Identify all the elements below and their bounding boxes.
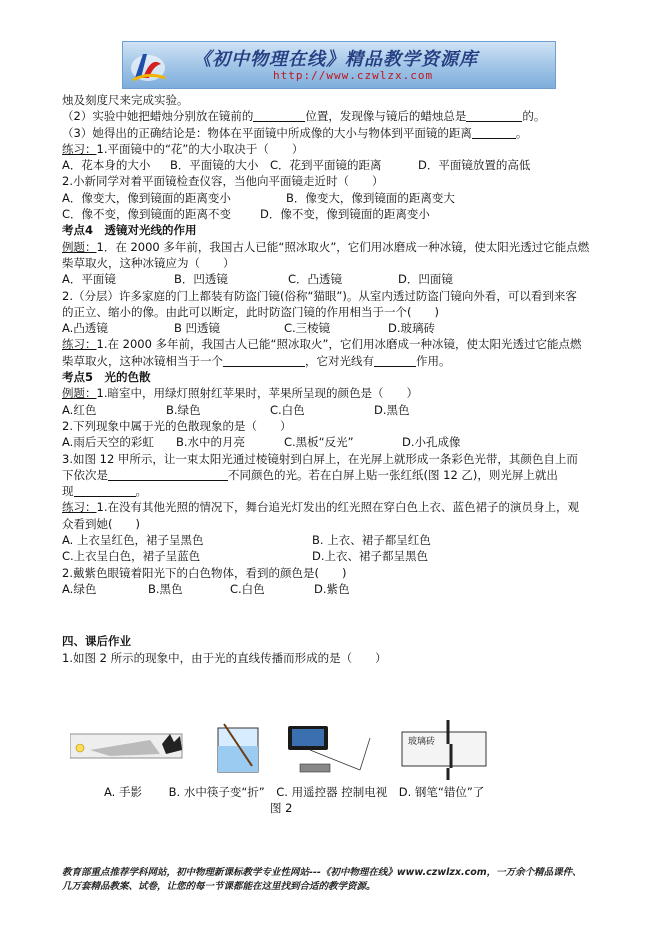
text-line: 众看到她( )	[62, 516, 140, 531]
section-heading-5: 考点5 光的色散	[62, 370, 151, 385]
options-row: A. 上衣呈红色，裙子呈黑色 B. 上衣、裙子都呈红色	[62, 533, 431, 548]
figure-2-illustrations	[70, 720, 490, 780]
options-row: A．花本身的大小 B．平面镜的大小 C．花到平面镜的距离 D．平面镜放置的高低	[62, 158, 531, 173]
figure-label: 图 2	[270, 801, 293, 815]
options-row: A．像变大，像到镜面的距离变小 B．像变大，像到镜面的距离变大	[62, 190, 455, 205]
example-5-3: 3.如图 12 甲所示，让一束太阳光通过棱镜射到白屏上，在光屏上就形成一条彩色光带，其颜色自上而	[62, 451, 578, 466]
remote-control-tv-figure	[288, 726, 370, 772]
question-practice-1: 练习：1.平面镜中的“花”的大小取决于（ ）	[62, 141, 304, 156]
site-logo-icon	[129, 46, 167, 84]
options-row: A.绿色 B.黑色 C.白色 D.紫色	[62, 581, 350, 596]
header-banner	[122, 41, 556, 89]
footer-line: 几万套精品教案、试卷，让您的每一节课都能在这里找到合适的教学资源。	[62, 881, 376, 892]
options-row: A.凸透镜 B 凹透镜 C.三棱镜 D.玻璃砖	[62, 321, 436, 336]
options-row: C.上衣呈白色，裙子呈蓝色 D.上衣、裙子都呈黑色	[62, 549, 429, 564]
text-line: （3）她得出的正确结论是：物体在平面镜中所成像的大小与物体到平面镜的距离 。	[62, 125, 528, 140]
figure-captions: A. 手影 B. 水中筷子变“折” C. 用遥控器 控制电视 D. 钢笔“错位”了	[104, 785, 485, 799]
practice-5-2: 2.戴紫色眼镜着阳光下的白色物体，看到的颜色是( )	[62, 565, 347, 580]
text-line: 现 。	[62, 484, 147, 499]
options-row: A．平面镜 B．凹透镜 C．凸透镜 D．凹面镜	[62, 272, 453, 287]
page-footer	[62, 866, 602, 894]
document-body	[62, 92, 602, 666]
section-heading-4: 考点4 透镜对光线的作用	[62, 223, 197, 238]
text-line: 烛及刻度尺来完成实验。	[62, 93, 189, 107]
footer-line: 教育部重点推荐学科网站，初中物理新课标教学专业性网站---《初中物理在线》www.czwlzx.com，一万余个精品课件、	[62, 867, 582, 878]
example-4-1: 例题：1．在 2000 多年前，我国古人已能“照冰取火”，它们用冰磨成一种冰镜，使太阳光透过它能点燃	[62, 239, 590, 254]
example-4-2: 2.（分层）许多家庭的门上都装有防盗门镜(俗称“猫眼”)。从室内透过防盗门镜向外看，可以看到来客	[62, 288, 577, 303]
chopsticks-in-water-figure	[218, 724, 258, 772]
glass-block-label: 玻璃砖	[408, 737, 436, 747]
text-line: 下依次是 不同颜色的光。若在白屏上贴一张红纸(图 12 乙)，则光屏上就出	[62, 467, 558, 482]
practice-4-1: 练习：1.在 2000 多年前，我国古人已能“照冰取火”，它们用冰磨成一种冰镜，使太阳光透过它能点燃	[62, 337, 582, 352]
text-line: 柴草取火，这种冰镜相当于一个 ，它对光线有 作用。	[62, 353, 451, 368]
question-practice-2: 2.小新同学对着平面镜检查仪容，当他向平面镜走近时（ ）	[62, 174, 384, 189]
section-heading-homework: 四、课后作业	[62, 634, 131, 649]
text-line: 的正立、缩小的像。由此可以断定，此时防盗门镜的作用相当于一个( )	[62, 304, 439, 319]
example-5-2: 2.下列现象中属于光的色散现象的是（ ）	[62, 418, 292, 433]
pen-behind-glass-figure	[402, 720, 486, 780]
options-row: A.红色 B.绿色 C.白色 D.黑色	[62, 402, 410, 417]
text-line: 柴草取火，这种冰镜应为（ ）	[62, 255, 235, 270]
text-line: （2）实验中她把蜡烛分别放在镜前的 位置，发现像与镜后的蜡烛总是 的。	[62, 109, 546, 124]
hand-shadow-figure	[70, 734, 182, 758]
options-row: A.雨后天空的彩虹 B.水中的月亮 C.黑板“反光” D.小孔成像	[62, 435, 461, 450]
practice-5-1: 练习：1.在没有其他光照的情况下，舞台追光灯发出的红光照在穿白色上衣、蓝色裙子的演员身上，观	[62, 500, 579, 515]
homework-question-1: 1.如图 2 所示的现象中，由于光的直线传播而形成的是（ ）	[62, 650, 387, 665]
banner-url: http://www.czwlzx.com	[273, 69, 434, 82]
example-5-1: 例题：1.暗室中，用绿灯照射红苹果时，苹果所呈现的颜色是（ ）	[62, 386, 418, 401]
banner-title: 《初中物理在线》精品教学资源库	[193, 49, 478, 70]
options-row: C．像不变，像到镜面的距离不变 D．像不变，像到镜面的距离变小	[62, 207, 430, 222]
